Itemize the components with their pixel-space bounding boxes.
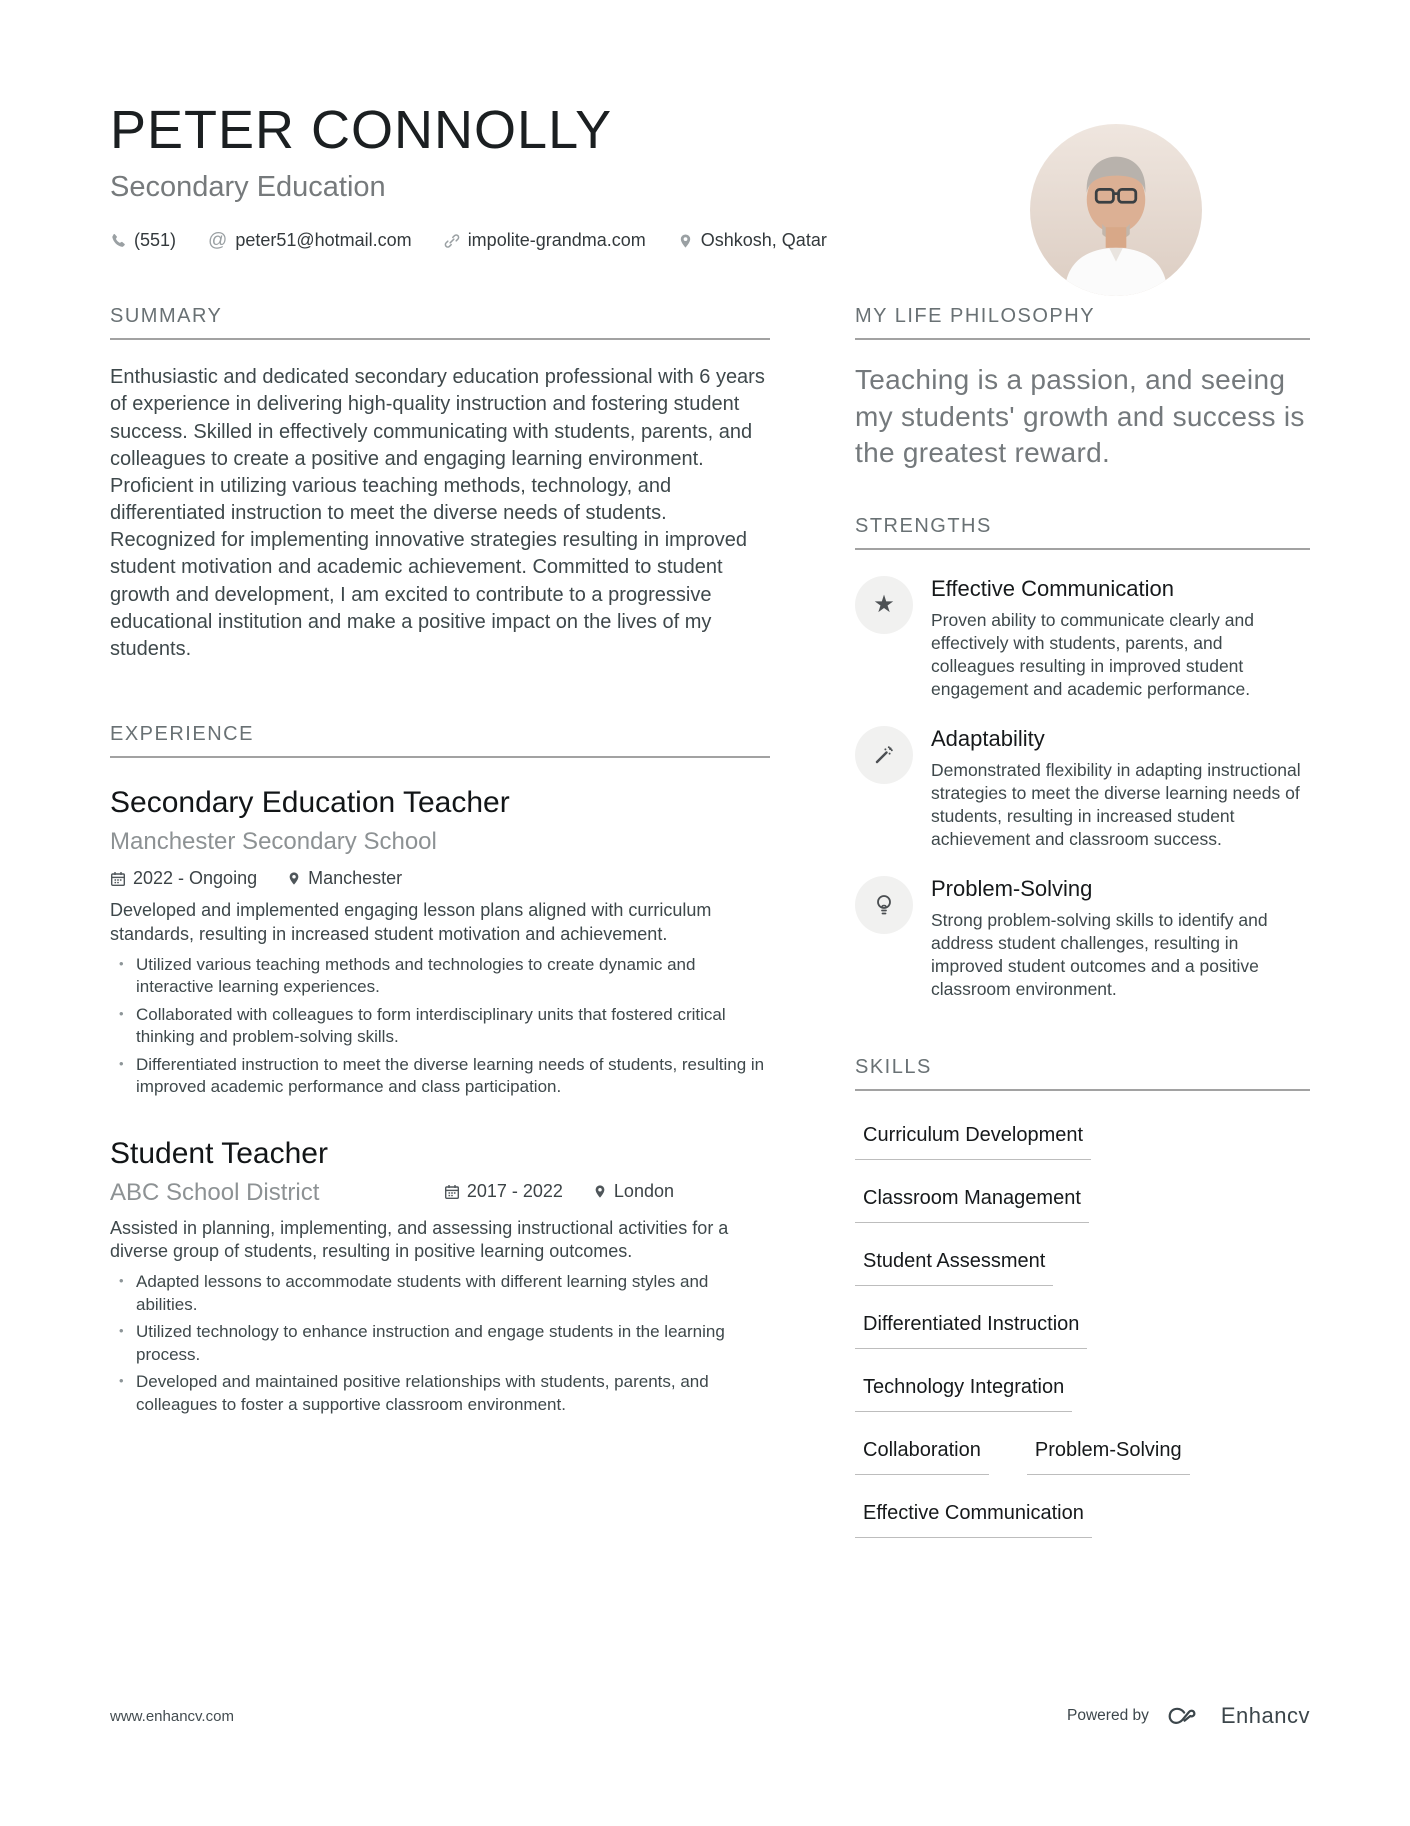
- footer-site-link[interactable]: www.enhancv.com: [110, 1707, 234, 1725]
- phone-contact[interactable]: [110, 230, 176, 251]
- skill-item: Technology Integration: [855, 1376, 1072, 1412]
- location-text: Oshkosh, Qatar: [700, 230, 827, 251]
- summary-text: Enthusiastic and dedicated secondary education professional with 6 years of experience in delivering high-quality instruction and fostering student success. Skilled in effectively communicating with students, parents, and colleagues to create a positive and engaging learning environment. Proficient in utilizing various teaching methods, technology, and differentiated instruction to meet the diverse needs of students. Recognized for implementing innovative strategies resulting in improved student motivation and academic achievement. Committed to student growth and development, I am excited to contribute to a progressive educational institution and make a positive impact on the lives of my students.: [110, 366, 765, 661]
- main-columns: [110, 305, 1310, 1538]
- skill-item: Student Assessment: [855, 1250, 1053, 1286]
- job-title: Secondary Education Teacher: [110, 786, 510, 820]
- skills-heading: SKILLS: [855, 1056, 1310, 1091]
- phone-text: (551): [134, 230, 177, 251]
- job-dates: [110, 868, 257, 889]
- strength-title: Problem-Solving: [931, 876, 1093, 902]
- job-bullet: • Utilized various teaching methods and technologies to create dynamic and interactive learning experiences.: [110, 954, 770, 999]
- job-location: [287, 868, 402, 889]
- summary-heading: SUMMARY: [110, 305, 770, 340]
- skill-row: [855, 1286, 1310, 1349]
- strength-title: Adaptability: [931, 726, 1045, 752]
- skill-item: Collaboration: [855, 1439, 989, 1475]
- job-location-text: Manchester: [308, 868, 403, 889]
- strengths-heading: STRENGTHS: [855, 515, 1310, 550]
- person-name: PETER CONNOLLY: [110, 100, 613, 160]
- footer: [110, 1703, 1310, 1729]
- strengths-section: [855, 515, 1310, 1000]
- phone-icon: [110, 233, 126, 249]
- star-glyph: ★: [873, 591, 895, 619]
- skill-item: Effective Communication: [855, 1502, 1092, 1538]
- job-meta: [110, 868, 770, 889]
- strength-body: [931, 576, 1310, 700]
- strength-body: [931, 876, 1310, 1000]
- skill-row: [855, 1223, 1310, 1286]
- skill-row: [855, 1097, 1310, 1160]
- job-bullet: • Developed and maintained positive relationships with students, parents, and colleagues to foster a supportive classroom environment.: [110, 1371, 770, 1416]
- strength-item: [855, 876, 1310, 1000]
- strength-item: [855, 726, 1310, 850]
- strength-text: Strong problem-solving skills to identify and address student challenges, resulting in improved student outcomes and a positive classroom environment.: [931, 910, 1268, 999]
- job-company: ABC School District: [110, 1178, 320, 1206]
- magic-wand-icon: [855, 726, 913, 784]
- philosophy-section: [855, 305, 1310, 471]
- right-column: [855, 305, 1310, 1538]
- website-contact[interactable]: [444, 230, 646, 251]
- header: [110, 0, 1310, 251]
- philosophy-quote: Teaching is a passion, and seeing my students' growth and success is the greatest reward.: [855, 364, 1305, 468]
- calendar-icon: [110, 871, 126, 887]
- location-icon: [593, 1184, 607, 1199]
- email-text: peter51@hotmail.com: [235, 230, 412, 251]
- skill-item: Problem-Solving: [1027, 1439, 1190, 1475]
- skills-section: [855, 1056, 1310, 1538]
- job-bullet: • Collaborated with colleagues to form interdisciplinary units that fostered critical thinking and problem-solving skills.: [110, 1004, 770, 1049]
- location-contact: [678, 230, 827, 251]
- left-column: [110, 305, 770, 1538]
- lightbulb-icon: [855, 876, 913, 934]
- job-bullets: [110, 954, 770, 1099]
- skill-item: Classroom Management: [855, 1187, 1089, 1223]
- email-contact[interactable]: [208, 230, 412, 251]
- skill-item: Differentiated Instruction: [855, 1313, 1087, 1349]
- job-bullet: • Utilized technology to enhance instruction and engage students in the learning process.: [110, 1321, 770, 1366]
- email-icon: @: [208, 230, 228, 252]
- skill-row: [855, 1412, 1310, 1475]
- location-icon: [287, 871, 301, 886]
- strength-body: [931, 726, 1310, 850]
- person-headline: Secondary Education: [110, 171, 386, 204]
- experience-section: [110, 723, 770, 1416]
- job-dates-text: 2022 - Ongoing: [133, 868, 258, 889]
- summary-section: [110, 305, 770, 663]
- star-icon: [855, 576, 913, 634]
- skills-list: [855, 1097, 1310, 1538]
- job-entry: [110, 1137, 770, 1416]
- calendar-icon: [444, 1184, 460, 1200]
- skill-row: [855, 1475, 1310, 1538]
- website-text: impolite-grandma.com: [467, 230, 646, 251]
- powered-by-group[interactable]: [1067, 1703, 1310, 1729]
- skill-row: [855, 1349, 1310, 1412]
- skill-item: Curriculum Development: [855, 1124, 1091, 1160]
- job-description: Developed and implemented engaging lesson plans aligned with curriculum standards, resulting in increased student motivation and achievement.: [110, 900, 712, 944]
- job-dates-text: 2017 - 2022: [466, 1181, 563, 1202]
- job-location-text: London: [613, 1181, 674, 1202]
- link-icon: [444, 233, 460, 249]
- powered-by-label: Powered by: [1067, 1707, 1149, 1724]
- strength-item: [855, 576, 1310, 700]
- skill-row: [855, 1160, 1310, 1223]
- experience-heading: EXPERIENCE: [110, 723, 770, 758]
- job-title: Student Teacher: [110, 1136, 328, 1170]
- strength-title: Effective Communication: [931, 576, 1174, 602]
- philosophy-heading: MY LIFE PHILOSOPHY: [855, 305, 1310, 340]
- job-meta: [444, 1181, 674, 1202]
- job-location: [593, 1181, 674, 1202]
- profile-photo: [1030, 124, 1202, 296]
- enhancv-logo-icon: [1163, 1704, 1207, 1728]
- job-bullet: • Adapted lessons to accommodate students with different learning styles and abilities.: [110, 1271, 770, 1316]
- profile-photo-illustration: [1030, 124, 1202, 296]
- strength-text: Demonstrated flexibility in adapting instructional strategies to meet the diverse learning needs of students, resulting in increased student achievement and classroom success.: [931, 760, 1301, 849]
- job-bullet: • Differentiated instruction to meet the diverse learning needs of students, resulting in improved academic performance and class participation.: [110, 1054, 770, 1099]
- job-company: Manchester Secondary School: [110, 828, 437, 856]
- job-company-row: [110, 1179, 770, 1207]
- location-icon: [678, 233, 693, 249]
- strength-text: Proven ability to communicate clearly and effectively with students, parents, and colleagues resulting in improved student engagement and academic performance.: [931, 610, 1254, 699]
- job-description: Assisted in planning, implementing, and assessing instructional activities for a diverse group of students, resulting in positive learning outcomes.: [110, 1217, 729, 1262]
- job-entry: [110, 786, 770, 1098]
- job-bullets: [110, 1271, 770, 1416]
- job-dates: [444, 1181, 563, 1202]
- enhancv-brand-name: Enhancv: [1220, 1703, 1310, 1728]
